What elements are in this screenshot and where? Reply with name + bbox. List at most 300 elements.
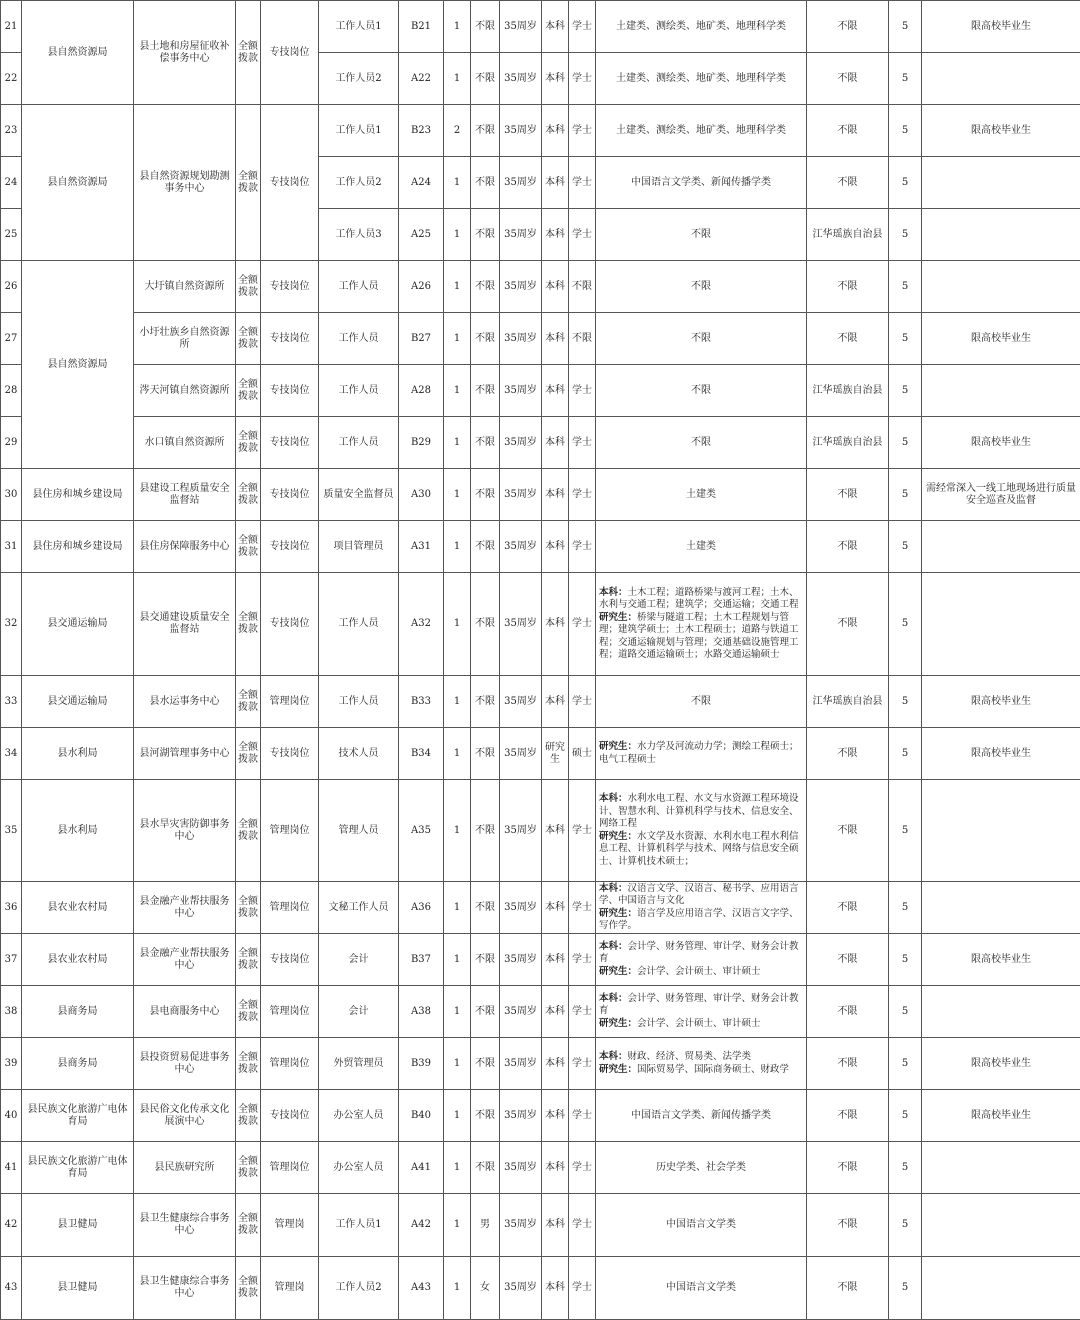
cell-no: 23 <box>1 105 22 157</box>
cell-pos: 工作人员2 <box>319 1257 399 1320</box>
cell-major: 土建类、测绘类、地矿类、地理科学类 <box>596 53 807 105</box>
table-row <box>1 365 1080 417</box>
cell-ptype: 管理岗位 <box>261 1142 319 1194</box>
cell-gender: 不限 <box>471 469 500 521</box>
cell-degree: 学士 <box>569 105 596 157</box>
cell-num: 1 <box>444 417 471 469</box>
cell-ptype: 专技岗位 <box>261 417 319 469</box>
cell-gender: 不限 <box>471 261 500 313</box>
cell-edu: 本科 <box>542 573 569 676</box>
cell-unit: 水口镇自然资源所 <box>134 417 236 469</box>
cell-code: B27 <box>399 313 444 365</box>
cell-num: 1 <box>444 1090 471 1142</box>
cell-house: 不限 <box>807 521 889 573</box>
cell-ratio: 5 <box>889 209 922 261</box>
cell-no: 40 <box>1 1090 22 1142</box>
cell-note: 限高校毕业生 <box>922 417 1080 469</box>
cell-ratio: 5 <box>889 1194 922 1257</box>
cell-age: 35周岁 <box>500 365 542 417</box>
cell-age: 35周岁 <box>500 261 542 313</box>
cell-no: 31 <box>1 521 22 573</box>
cell-ratio: 5 <box>889 417 922 469</box>
cell-edu: 本科 <box>542 209 569 261</box>
cell-num: 1 <box>444 573 471 676</box>
cell-edu: 本科 <box>542 676 569 728</box>
cell-degree: 学士 <box>569 53 596 105</box>
table-row <box>1 1194 1080 1257</box>
cell-unit: 县电商服务中心 <box>134 986 236 1038</box>
cell-pos: 办公室人员 <box>319 1090 399 1142</box>
cell-major: 不限 <box>596 313 807 365</box>
cell-pos: 工作人员 <box>319 573 399 676</box>
cell-ratio: 5 <box>889 1257 922 1320</box>
cell-no: 24 <box>1 157 22 209</box>
cell-note: 限高校毕业生 <box>922 1038 1080 1090</box>
cell-pos: 工作人员 <box>319 676 399 728</box>
undergrad-majors: 财政、经济、贸易类、法学类 <box>628 1051 752 1062</box>
cell-house: 不限 <box>807 53 889 105</box>
cell-fund: 全额拨款 <box>236 986 261 1038</box>
cell-ptype: 专技岗位 <box>261 728 319 780</box>
cell-note: 限高校毕业生 <box>922 1 1080 53</box>
cell-note: 限高校毕业生 <box>922 313 1080 365</box>
cell-dept: 县商务局 <box>22 986 134 1038</box>
cell-dept: 县住房和城乡建设局 <box>22 469 134 521</box>
cell-edu: 本科 <box>542 313 569 365</box>
cell-edu: 研究生 <box>542 728 569 780</box>
cell-ratio: 5 <box>889 780 922 882</box>
cell-note <box>922 573 1080 676</box>
cell-num: 1 <box>444 469 471 521</box>
undergrad-label: 本科： <box>599 1051 628 1062</box>
cell-no: 22 <box>1 53 22 105</box>
cell-house: 江华瑶族自治县 <box>807 676 889 728</box>
cell-age: 35周岁 <box>500 986 542 1038</box>
cell-num: 1 <box>444 521 471 573</box>
cell-age: 35周岁 <box>500 573 542 676</box>
cell-no: 39 <box>1 1038 22 1090</box>
cell-fund: 全额拨款 <box>236 1194 261 1257</box>
cell-degree: 学士 <box>569 1 596 53</box>
cell-unit: 县水旱灾害防御事务中心 <box>134 780 236 882</box>
cell-fund: 全额拨款 <box>236 417 261 469</box>
cell-major <box>596 986 807 1038</box>
cell-code: B40 <box>399 1090 444 1142</box>
cell-unit: 小圩壮族乡自然资源所 <box>134 313 236 365</box>
cell-house: 不限 <box>807 573 889 676</box>
cell-code: B39 <box>399 1038 444 1090</box>
cell-age: 35周岁 <box>500 676 542 728</box>
cell-ptype: 管理岗位 <box>261 882 319 934</box>
cell-gender: 不限 <box>471 105 500 157</box>
cell-fund: 全额拨款 <box>236 261 261 313</box>
cell-degree: 学士 <box>569 780 596 882</box>
postgrad-majors: 国际贸易学、国际商务硕士、财政学 <box>637 1064 789 1075</box>
cell-no: 38 <box>1 986 22 1038</box>
cell-unit: 县土地和房屋征收补偿事务中心 <box>134 1 236 105</box>
cell-pos: 会计 <box>319 934 399 986</box>
cell-house: 不限 <box>807 780 889 882</box>
cell-pos: 工作人员 <box>319 261 399 313</box>
cell-code: A28 <box>399 365 444 417</box>
cell-major: 中国语言文学类 <box>596 1257 807 1320</box>
cell-fund: 全额拨款 <box>236 1142 261 1194</box>
cell-code: A41 <box>399 1142 444 1194</box>
table-row <box>1 313 1080 365</box>
cell-degree: 学士 <box>569 573 596 676</box>
cell-ptype: 管理岗位 <box>261 986 319 1038</box>
cell-major <box>596 934 807 986</box>
cell-house: 不限 <box>807 1257 889 1320</box>
cell-gender: 不限 <box>471 573 500 676</box>
postgrad-label: 研究生： <box>599 612 637 623</box>
cell-unit: 县交通建设质量安全监督站 <box>134 573 236 676</box>
cell-major: 土建类、测绘类、地矿类、地理科学类 <box>596 1 807 53</box>
cell-no: 35 <box>1 780 22 882</box>
cell-code: A22 <box>399 53 444 105</box>
undergrad-majors: 会计学、财务管理、审计学、财务会计教育 <box>599 941 799 965</box>
cell-ptype: 专技岗位 <box>261 934 319 986</box>
cell-degree: 学士 <box>569 469 596 521</box>
table-row <box>1 728 1080 780</box>
cell-gender: 不限 <box>471 882 500 934</box>
cell-fund: 全额拨款 <box>236 521 261 573</box>
cell-degree: 学士 <box>569 676 596 728</box>
cell-no: 32 <box>1 573 22 676</box>
cell-no: 42 <box>1 1194 22 1257</box>
cell-ratio: 5 <box>889 676 922 728</box>
cell-note <box>922 1142 1080 1194</box>
cell-degree: 学士 <box>569 1194 596 1257</box>
undergrad-label: 本科： <box>599 793 628 804</box>
cell-edu: 本科 <box>542 365 569 417</box>
cell-gender: 不限 <box>471 53 500 105</box>
cell-major <box>596 780 807 882</box>
cell-unit: 县河湖管理事务中心 <box>134 728 236 780</box>
cell-note <box>922 261 1080 313</box>
cell-ratio: 5 <box>889 521 922 573</box>
cell-code: B34 <box>399 728 444 780</box>
cell-edu: 本科 <box>542 469 569 521</box>
cell-ptype: 专技岗位 <box>261 1090 319 1142</box>
cell-ptype: 专技岗位 <box>261 521 319 573</box>
table-row <box>1 521 1080 573</box>
cell-num: 1 <box>444 1 471 53</box>
cell-house: 不限 <box>807 313 889 365</box>
cell-dept: 县商务局 <box>22 1038 134 1090</box>
cell-fund: 全额拨款 <box>236 469 261 521</box>
cell-house: 江华瑶族自治县 <box>807 365 889 417</box>
table-row <box>1 780 1080 882</box>
cell-gender: 不限 <box>471 676 500 728</box>
cell-pos: 工作人员1 <box>319 105 399 157</box>
cell-house: 不限 <box>807 157 889 209</box>
cell-pos: 工作人员1 <box>319 1 399 53</box>
cell-code: A38 <box>399 986 444 1038</box>
cell-code: A36 <box>399 882 444 934</box>
cell-no: 27 <box>1 313 22 365</box>
cell-degree: 学士 <box>569 417 596 469</box>
cell-age: 35周岁 <box>500 780 542 882</box>
cell-unit: 大圩镇自然资源所 <box>134 261 236 313</box>
cell-num: 1 <box>444 1257 471 1320</box>
undergrad-label: 本科： <box>599 587 628 598</box>
cell-degree: 不限 <box>569 313 596 365</box>
cell-house: 不限 <box>807 1194 889 1257</box>
cell-major: 不限 <box>596 261 807 313</box>
cell-no: 21 <box>1 1 22 53</box>
cell-ratio: 5 <box>889 934 922 986</box>
cell-unit: 县水运事务中心 <box>134 676 236 728</box>
table-row <box>1 1257 1080 1320</box>
cell-pos: 办公室人员 <box>319 1142 399 1194</box>
cell-pos: 文秘工作人员 <box>319 882 399 934</box>
cell-major: 中国语言文学类、新闻传播学类 <box>596 157 807 209</box>
cell-pos: 质量安全监督员 <box>319 469 399 521</box>
cell-degree: 学士 <box>569 209 596 261</box>
cell-edu: 本科 <box>542 1090 569 1142</box>
cell-house: 不限 <box>807 1 889 53</box>
cell-num: 1 <box>444 1142 471 1194</box>
table-row <box>1 105 1080 157</box>
cell-note: 限高校毕业生 <box>922 1090 1080 1142</box>
cell-ratio: 5 <box>889 53 922 105</box>
cell-age: 35周岁 <box>500 882 542 934</box>
cell-no: 43 <box>1 1257 22 1320</box>
cell-house: 江华瑶族自治县 <box>807 209 889 261</box>
cell-fund: 全额拨款 <box>236 882 261 934</box>
cell-dept: 县自然资源局 <box>22 105 134 261</box>
undergrad-majors: 水利水电工程、水文与水资源工程环境设计、智慧水利、计算机科学与技术、信息安全、网络工程 <box>599 793 799 829</box>
cell-note <box>922 882 1080 934</box>
cell-age: 35周岁 <box>500 1 542 53</box>
cell-ratio: 5 <box>889 1038 922 1090</box>
cell-gender: 不限 <box>471 521 500 573</box>
cell-gender: 不限 <box>471 986 500 1038</box>
cell-unit: 涔天河镇自然资源所 <box>134 365 236 417</box>
cell-no: 26 <box>1 261 22 313</box>
cell-gender: 不限 <box>471 417 500 469</box>
cell-ratio: 5 <box>889 105 922 157</box>
cell-age: 35周岁 <box>500 157 542 209</box>
cell-num: 1 <box>444 313 471 365</box>
cell-unit: 县投资贸易促进事务中心 <box>134 1038 236 1090</box>
cell-num: 1 <box>444 261 471 313</box>
cell-note: 限高校毕业生 <box>922 105 1080 157</box>
cell-code: A43 <box>399 1257 444 1320</box>
cell-gender: 不限 <box>471 780 500 882</box>
cell-code: A30 <box>399 469 444 521</box>
cell-code: A26 <box>399 261 444 313</box>
cell-house: 不限 <box>807 882 889 934</box>
cell-gender: 不限 <box>471 1142 500 1194</box>
postgrad-label: 研究生： <box>599 1018 637 1029</box>
cell-pos: 工作人员2 <box>319 157 399 209</box>
cell-gender: 不限 <box>471 1038 500 1090</box>
cell-gender: 不限 <box>471 934 500 986</box>
cell-fund: 全额拨款 <box>236 728 261 780</box>
cell-ptype: 专技岗位 <box>261 573 319 676</box>
cell-house: 不限 <box>807 1090 889 1142</box>
table-row <box>1 986 1080 1038</box>
cell-degree: 学士 <box>569 882 596 934</box>
cell-house: 不限 <box>807 105 889 157</box>
cell-age: 35周岁 <box>500 105 542 157</box>
table-row <box>1 1142 1080 1194</box>
undergrad-label: 本科： <box>599 941 628 952</box>
table-row <box>1 1 1080 53</box>
cell-num: 1 <box>444 882 471 934</box>
cell-age: 35周岁 <box>500 53 542 105</box>
cell-ratio: 5 <box>889 573 922 676</box>
table-row <box>1 882 1080 934</box>
cell-age: 35周岁 <box>500 1142 542 1194</box>
cell-major: 中国语言文学类 <box>596 1194 807 1257</box>
cell-ptype: 管理岗位 <box>261 780 319 882</box>
cell-ptype: 专技岗位 <box>261 105 319 261</box>
cell-code: A31 <box>399 521 444 573</box>
cell-code: B29 <box>399 417 444 469</box>
cell-dept: 县水利局 <box>22 728 134 780</box>
cell-fund: 全额拨款 <box>236 780 261 882</box>
cell-gender: 不限 <box>471 365 500 417</box>
cell-degree: 学士 <box>569 1090 596 1142</box>
cell-code: B23 <box>399 105 444 157</box>
postgrad-majors: 语言学及应用语言学、汉语言文字学、写作学。 <box>599 908 799 932</box>
postgrad-label: 研究生： <box>599 966 637 977</box>
cell-degree: 学士 <box>569 1038 596 1090</box>
cell-num: 1 <box>444 1194 471 1257</box>
cell-edu: 本科 <box>542 1194 569 1257</box>
cell-major: 历史学类、社会学类 <box>596 1142 807 1194</box>
cell-dept: 县自然资源局 <box>22 261 134 469</box>
cell-major: 土建类 <box>596 521 807 573</box>
cell-degree: 学士 <box>569 934 596 986</box>
cell-unit: 县自然资源规划勘测事务中心 <box>134 105 236 261</box>
cell-code: A35 <box>399 780 444 882</box>
cell-no: 28 <box>1 365 22 417</box>
cell-ratio: 5 <box>889 882 922 934</box>
cell-degree: 学士 <box>569 986 596 1038</box>
cell-house: 不限 <box>807 934 889 986</box>
postgrad-label: 研究生： <box>599 831 637 842</box>
cell-ptype: 管理岗 <box>261 1257 319 1320</box>
cell-ratio: 5 <box>889 986 922 1038</box>
cell-age: 35周岁 <box>500 313 542 365</box>
cell-dept: 县交通运输局 <box>22 573 134 676</box>
cell-note <box>922 1257 1080 1320</box>
cell-edu: 本科 <box>542 261 569 313</box>
cell-num: 1 <box>444 934 471 986</box>
cell-fund: 全额拨款 <box>236 105 261 261</box>
cell-major: 土建类、测绘类、地矿类、地理科学类 <box>596 105 807 157</box>
cell-ptype: 管理岗位 <box>261 1038 319 1090</box>
cell-ratio: 5 <box>889 365 922 417</box>
table-row <box>1 417 1080 469</box>
cell-house: 江华瑶族自治县 <box>807 417 889 469</box>
cell-edu: 本科 <box>542 1 569 53</box>
cell-no: 41 <box>1 1142 22 1194</box>
postgrad-majors: 水力学及河流动力学；测绘工程硕士；电气工程硕士 <box>599 741 799 765</box>
cell-pos: 工作人员 <box>319 417 399 469</box>
postgrad-majors: 会计学、会计硕士、审计硕士 <box>637 1018 761 1029</box>
cell-code: A25 <box>399 209 444 261</box>
cell-pos: 技术人员 <box>319 728 399 780</box>
cell-num: 1 <box>444 1038 471 1090</box>
cell-ptype: 专技岗位 <box>261 1 319 105</box>
cell-code: B33 <box>399 676 444 728</box>
cell-num: 1 <box>444 365 471 417</box>
cell-age: 35周岁 <box>500 1090 542 1142</box>
cell-dept: 县农业农村局 <box>22 882 134 934</box>
cell-fund: 全额拨款 <box>236 313 261 365</box>
cell-no: 25 <box>1 209 22 261</box>
cell-degree: 学士 <box>569 521 596 573</box>
undergrad-label: 本科： <box>599 993 628 1004</box>
cell-note <box>922 209 1080 261</box>
cell-edu: 本科 <box>542 882 569 934</box>
cell-ratio: 5 <box>889 1142 922 1194</box>
cell-age: 35周岁 <box>500 934 542 986</box>
cell-edu: 本科 <box>542 1038 569 1090</box>
cell-no: 34 <box>1 728 22 780</box>
cell-no: 29 <box>1 417 22 469</box>
cell-unit: 县民族研究所 <box>134 1142 236 1194</box>
cell-fund: 全额拨款 <box>236 1038 261 1090</box>
cell-edu: 本科 <box>542 157 569 209</box>
cell-num: 1 <box>444 157 471 209</box>
cell-fund: 全额拨款 <box>236 573 261 676</box>
cell-major: 中国语言文学类、新闻传播学类 <box>596 1090 807 1142</box>
cell-ptype: 管理岗位 <box>261 676 319 728</box>
cell-fund: 全额拨款 <box>236 676 261 728</box>
cell-ratio: 5 <box>889 313 922 365</box>
cell-unit: 县金融产业帮扶服务中心 <box>134 882 236 934</box>
cell-degree: 学士 <box>569 365 596 417</box>
cell-note: 限高校毕业生 <box>922 676 1080 728</box>
cell-num: 1 <box>444 728 471 780</box>
cell-edu: 本科 <box>542 105 569 157</box>
cell-house: 不限 <box>807 469 889 521</box>
cell-house: 不限 <box>807 1038 889 1090</box>
cell-house: 不限 <box>807 261 889 313</box>
cell-gender: 男 <box>471 1194 500 1257</box>
cell-dept: 县卫健局 <box>22 1194 134 1257</box>
cell-num: 1 <box>444 780 471 882</box>
table-row <box>1 676 1080 728</box>
cell-ptype: 专技岗位 <box>261 469 319 521</box>
cell-degree: 学士 <box>569 1257 596 1320</box>
table-row <box>1 469 1080 521</box>
postgrad-label: 研究生： <box>599 1064 637 1075</box>
cell-code: B37 <box>399 934 444 986</box>
cell-dept: 县民族文化旅游广电体育局 <box>22 1142 134 1194</box>
undergrad-majors: 会计学、财务管理、审计学、财务会计教育 <box>599 993 799 1017</box>
cell-gender: 不限 <box>471 157 500 209</box>
cell-num: 1 <box>444 986 471 1038</box>
table-row <box>1 573 1080 676</box>
cell-age: 35周岁 <box>500 521 542 573</box>
cell-major <box>596 1038 807 1090</box>
cell-dept: 县民族文化旅游广电体育局 <box>22 1090 134 1142</box>
cell-major: 不限 <box>596 209 807 261</box>
cell-major: 不限 <box>596 365 807 417</box>
cell-code: B21 <box>399 1 444 53</box>
cell-code: A24 <box>399 157 444 209</box>
cell-pos: 管理人员 <box>319 780 399 882</box>
cell-fund: 全额拨款 <box>236 365 261 417</box>
cell-pos: 工作人员 <box>319 365 399 417</box>
